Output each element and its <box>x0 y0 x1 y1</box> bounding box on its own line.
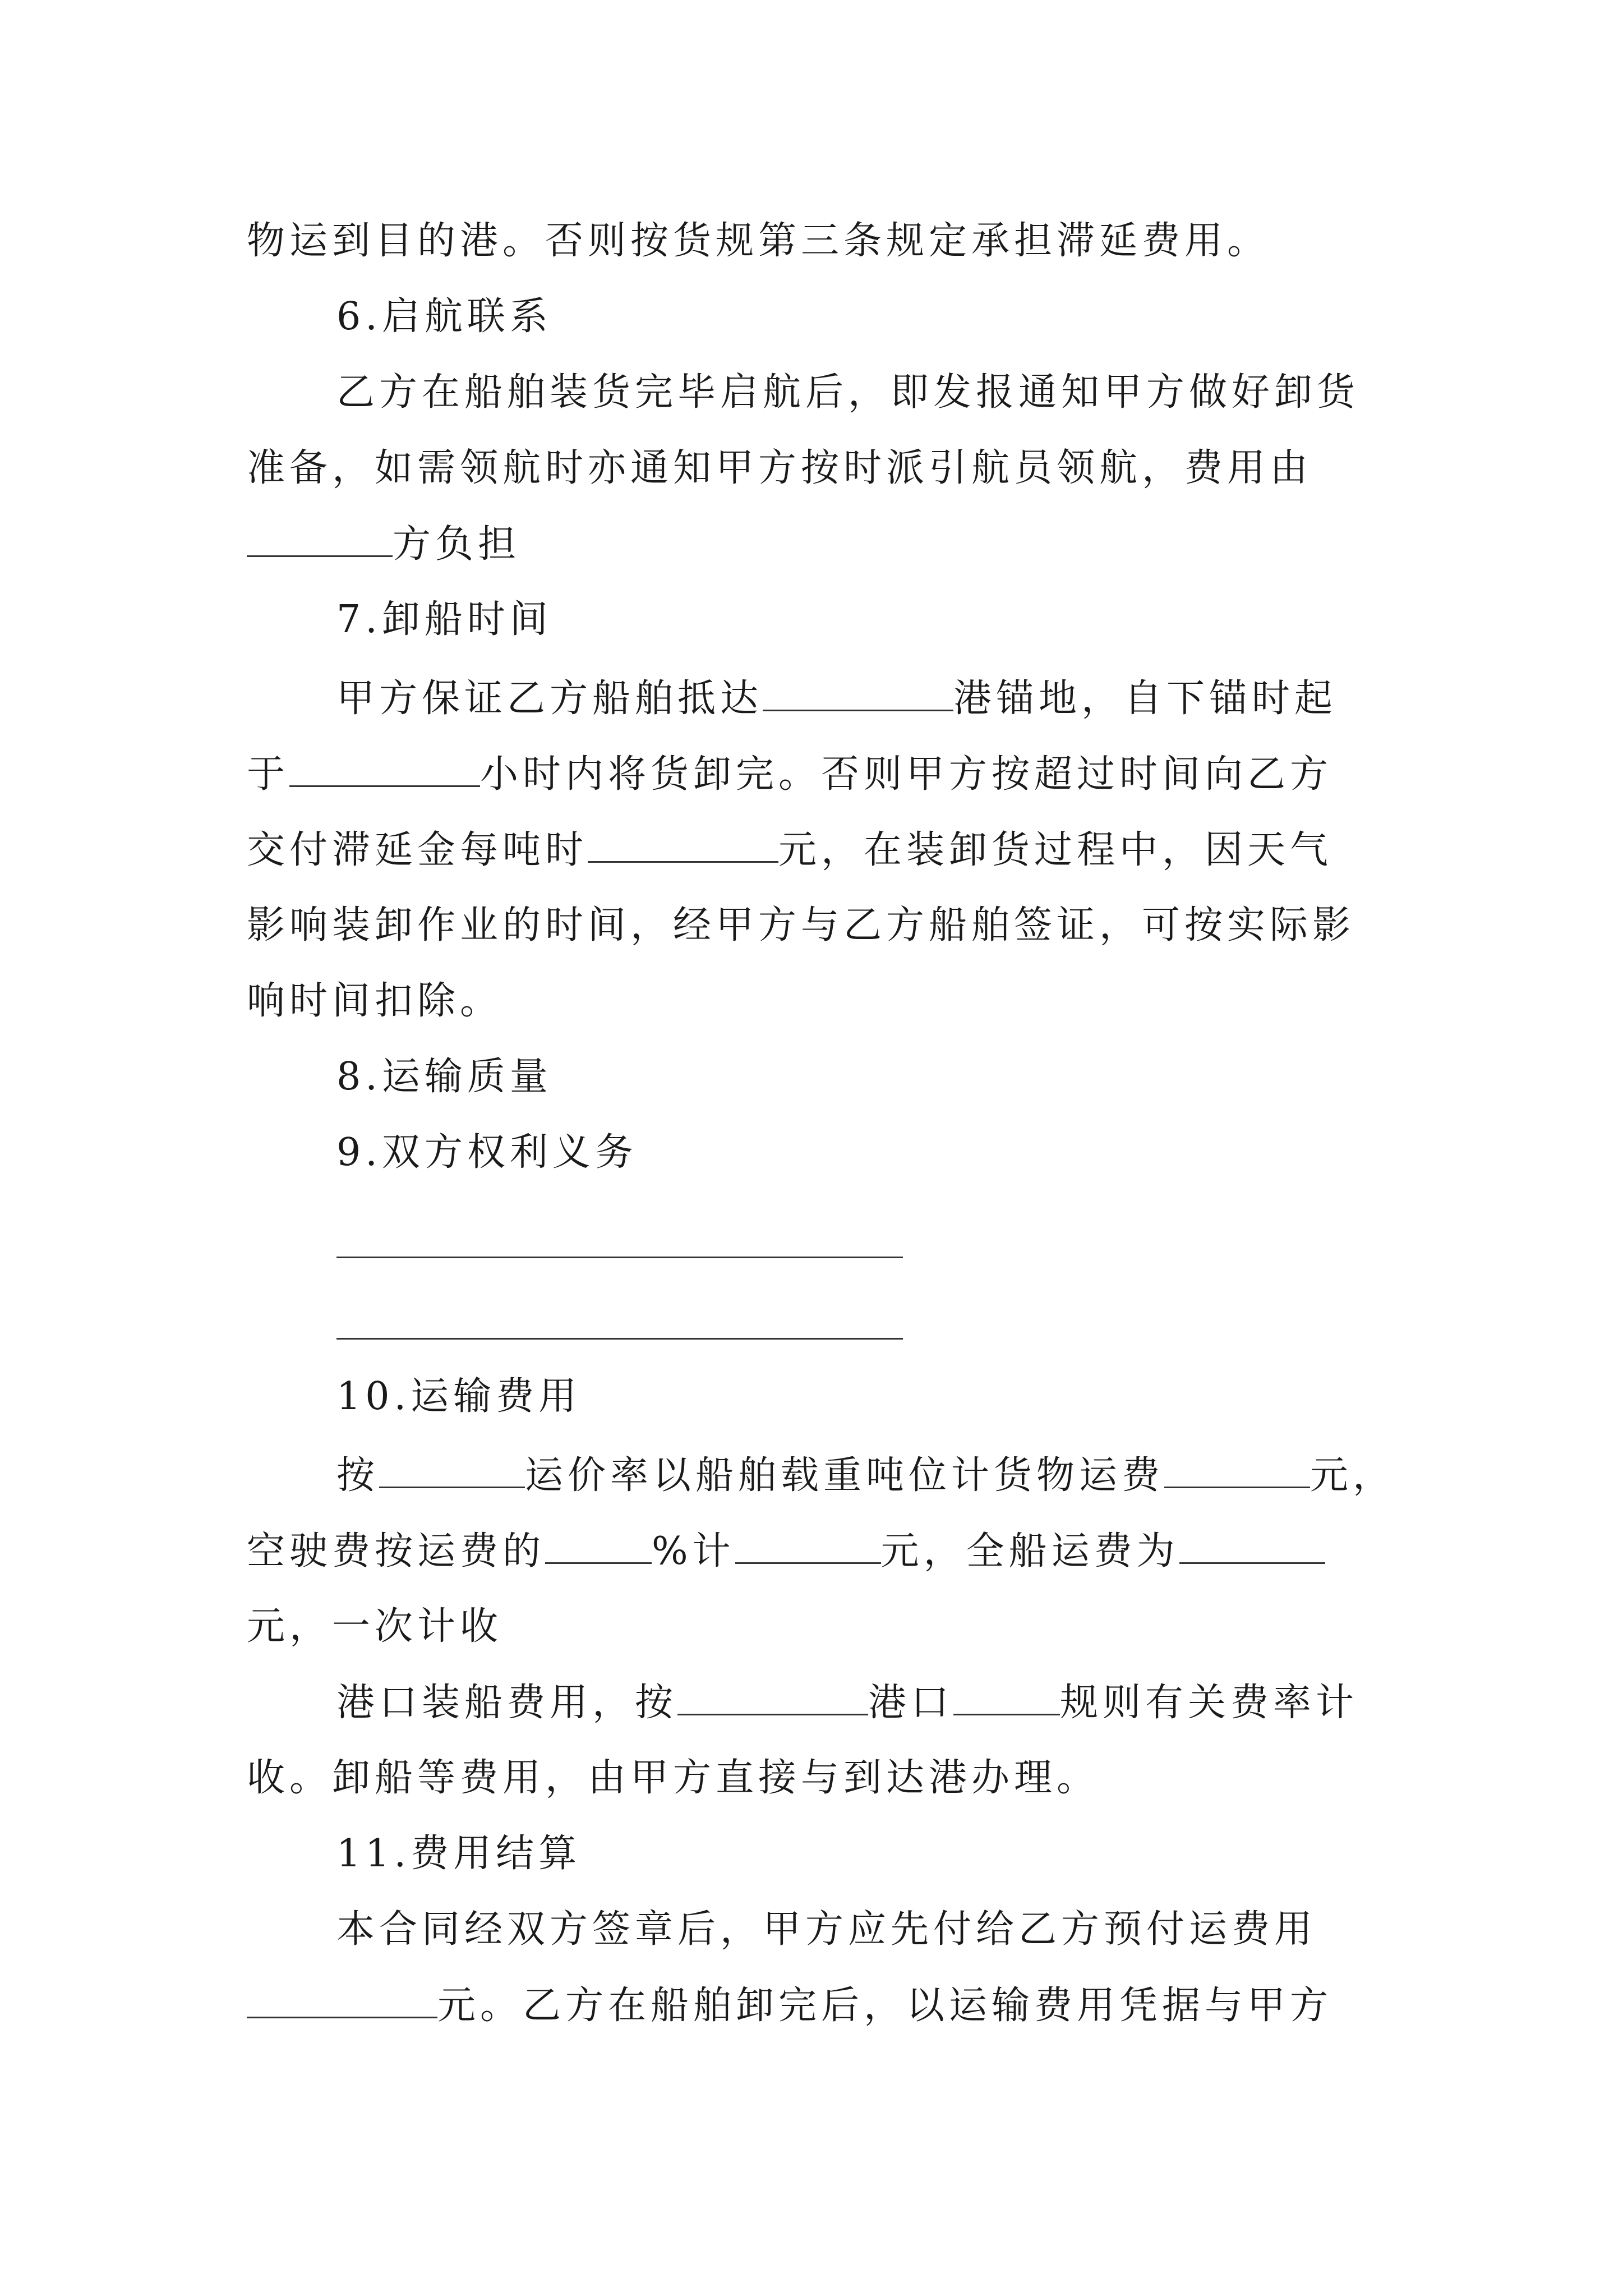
paragraph-line: 物运到目的港。否则按货规第三条规定承担滞延费用。 <box>247 219 1270 263</box>
paragraph-line: 准备，如需领航时亦通知甲方按时派引航员领航，费用由 <box>247 446 1313 490</box>
paragraph-line: 交付滞延金每吨时 元，在装卸货过程中，因天气 <box>247 828 1333 872</box>
fill-in-blank[interactable] <box>247 522 393 557</box>
fill-in-blank[interactable] <box>247 1983 437 2018</box>
section-heading-8: 8.运输质量 <box>336 1055 552 1099</box>
fill-in-line[interactable] <box>336 1338 903 1340</box>
fill-in-blank[interactable] <box>379 1453 525 1488</box>
fill-in-blank[interactable] <box>1179 1529 1325 1564</box>
fill-in-blank[interactable] <box>545 1529 652 1564</box>
paragraph-line: 元。乙方在船舶卸完后，以运输费用凭据与甲方 <box>247 1983 1391 2028</box>
paragraph-line: 港口装船费用，按 港口 规则有关费率计 <box>336 1681 1359 1725</box>
section-heading-6: 6.启航联系 <box>336 295 552 339</box>
paragraph-line: 甲方保证乙方船舶抵达 港锚地，自下锚时起 <box>336 677 1338 721</box>
paragraph-line: 于 小时内将货卸完。否则甲方按超过时间向乙方 <box>247 752 1333 797</box>
paragraph-line: 元，一次计收 <box>247 1604 503 1649</box>
fill-in-blank[interactable] <box>1164 1453 1310 1488</box>
section-heading-9: 9.双方权利义务 <box>336 1130 638 1175</box>
fill-in-blank[interactable] <box>953 1680 1060 1715</box>
fill-in-blank[interactable] <box>677 1680 868 1715</box>
paragraph-line: 按 运价率以船舶载重吨位计货物运费 元， <box>336 1453 1396 1498</box>
section-heading-7: 7.卸船时间 <box>336 597 552 642</box>
paragraph-line: 本合同经双方签章后，甲方应先付给乙方预付运费用 <box>336 1907 1317 1952</box>
paragraph-line: 乙方在船舶装货完毕启航后，即发报通知甲方做好卸货 <box>336 370 1360 415</box>
paragraph-line: 收。卸船等费用，由甲方直接与到达港办理。 <box>247 1756 1100 1800</box>
paragraph-line: 影响装卸作业的时间，经甲方与乙方船舶签证，可按实际影 <box>247 903 1355 947</box>
paragraph-line: 方负担 <box>247 522 1391 567</box>
paragraph-line: 响时间扣除。 <box>247 979 503 1023</box>
section-heading-10: 10.运输费用 <box>336 1374 582 1419</box>
fill-in-blank[interactable] <box>763 676 953 711</box>
fill-in-blank[interactable] <box>289 752 480 787</box>
fill-in-line[interactable] <box>336 1257 903 1258</box>
section-heading-11: 11.费用结算 <box>336 1832 582 1876</box>
fill-in-blank[interactable] <box>588 827 778 863</box>
paragraph-line: 空驶费按运费的 %计 元，全船运费为 <box>247 1529 1391 1573</box>
fill-in-blank[interactable] <box>735 1529 881 1564</box>
